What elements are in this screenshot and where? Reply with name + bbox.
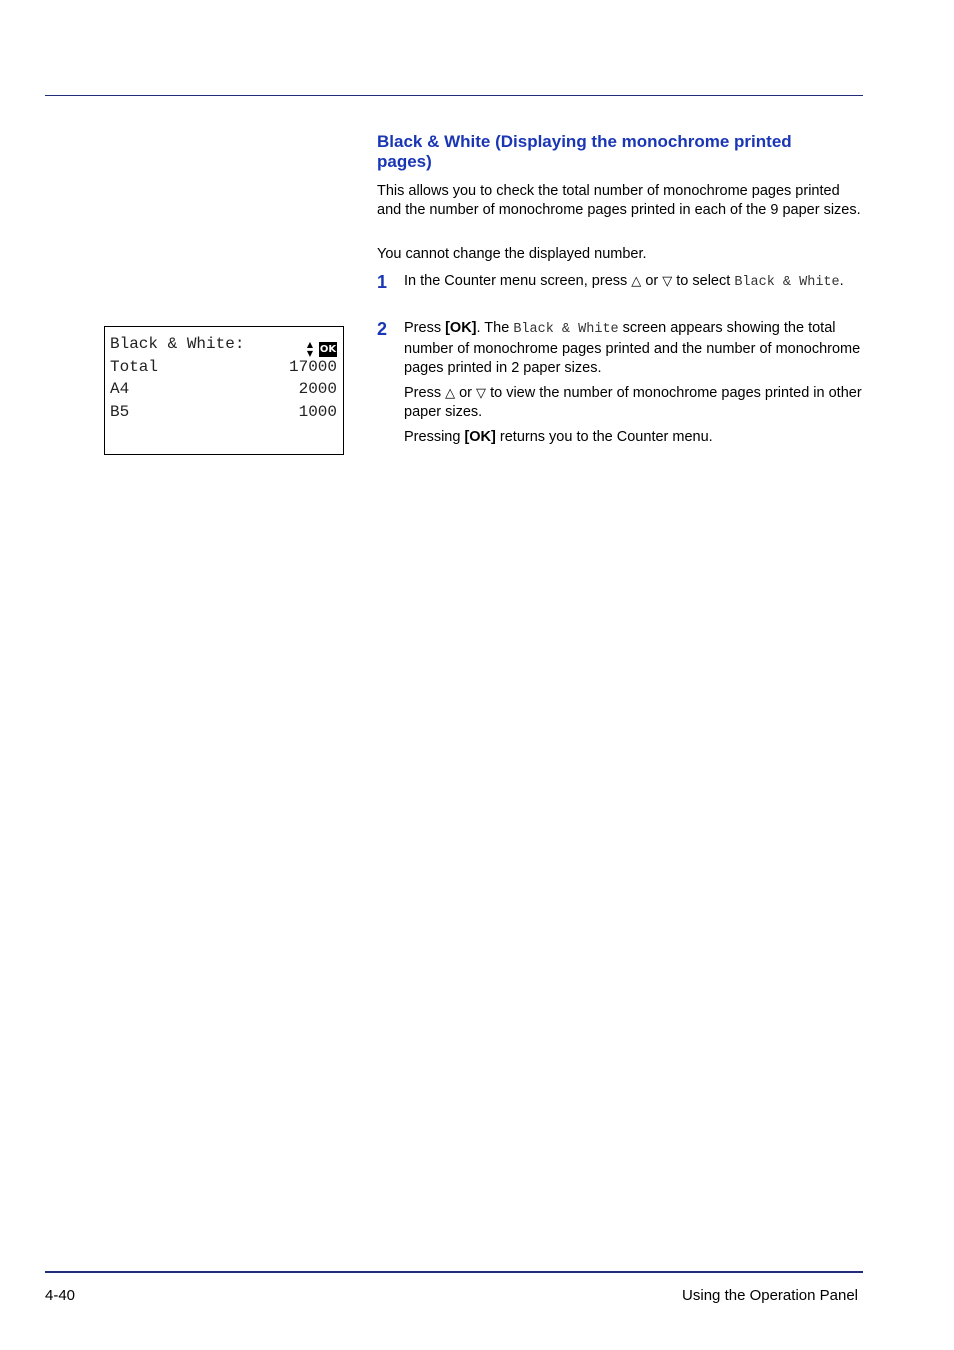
- section-heading: Black & White (Displaying the monochrome printed pages): [377, 132, 792, 171]
- step-text: In the Counter menu screen, press: [404, 273, 632, 289]
- menu-name-code: Black & White: [734, 275, 840, 290]
- lcd-row: [110, 356, 337, 378]
- lcd-row-value: 2000: [298, 380, 337, 398]
- ok-badge-icon: OK: [319, 344, 337, 355]
- lcd-title-row: [110, 333, 337, 358]
- ok-key-label: [OK]: [445, 320, 477, 336]
- footer-rule: [45, 1271, 863, 1273]
- step-2: [377, 319, 865, 447]
- note-paragraph: You cannot change the displayed number.: [377, 246, 647, 262]
- lcd-row: [110, 378, 337, 400]
- lcd-row-label: A4: [110, 380, 130, 398]
- step-text: Press: [404, 384, 446, 401]
- step-1: [377, 272, 865, 293]
- step-body: [404, 272, 865, 293]
- header-rule: [45, 95, 863, 96]
- up-triangle-icon: △: [631, 274, 642, 289]
- lcd-row-label: Total: [110, 358, 159, 376]
- step-text: . The: [476, 320, 514, 336]
- screen-name-code: Black & White: [513, 322, 619, 337]
- ok-key-label: [OK]: [464, 428, 496, 445]
- intro-paragraph: This allows you to check the total number of monochrome pages printed and the number of monochrome pages printed in each of the 9 paper sizes.: [377, 183, 861, 218]
- step-text: or: [455, 384, 477, 401]
- step-number: 1: [377, 272, 388, 292]
- lcd-row-value: 1000: [298, 403, 337, 421]
- step-body: [404, 319, 865, 447]
- step-text: returns you to the Counter menu.: [495, 428, 713, 445]
- down-triangle-icon: ▽: [662, 274, 673, 289]
- lcd-row: [110, 401, 337, 423]
- up-down-arrow-icon: ▲ ▼: [306, 340, 314, 358]
- step-text: .: [839, 273, 844, 289]
- lcd-title: Black & White:: [110, 335, 245, 353]
- step-text: to view the number of monochrome pages printed in other paper sizes.: [404, 384, 862, 420]
- section-title-footer: Using the Operation Panel: [682, 1287, 858, 1304]
- step-text: Press: [404, 320, 446, 336]
- page-number: 4-40: [45, 1287, 76, 1304]
- step-number: 2: [377, 319, 388, 339]
- down-triangle-icon: ▽: [476, 385, 487, 401]
- step-text: screen appears showing the total number of monochrome pages printed and the number of monochrome pages printed in 2 paper sizes.: [404, 320, 861, 376]
- lcd-row-value: 17000: [288, 358, 337, 376]
- up-triangle-icon: △: [445, 385, 456, 401]
- step-text: or: [641, 273, 663, 289]
- lcd-screen-preview: [104, 326, 344, 455]
- step-text: Pressing: [404, 428, 465, 445]
- lcd-row-label: B5: [110, 403, 130, 421]
- step-text: to select: [672, 273, 735, 289]
